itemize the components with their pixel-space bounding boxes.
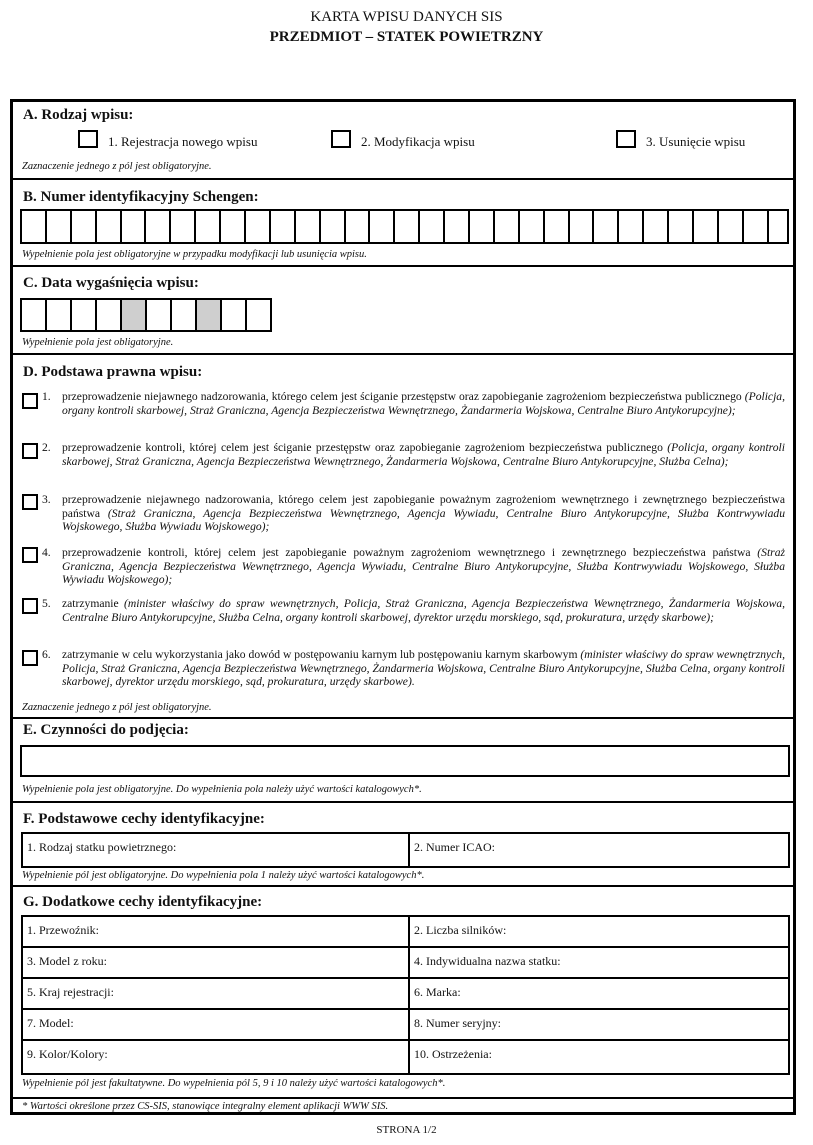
option-modify-entry-label: 2. Modyfikacja wpisu: [361, 134, 475, 149]
aircraft-name-field[interactable]: 4. Indywidualna nazwa statku:: [408, 948, 788, 977]
date-separator-cell: [197, 298, 222, 332]
date-digit-cell[interactable]: [72, 298, 97, 332]
section-c-title: C. Data wygaśnięcia wpisu:: [23, 275, 199, 291]
legal-basis-6: [43, 648, 785, 689]
legal-basis-5: [43, 597, 785, 624]
item-number: 6.: [42, 648, 51, 661]
item-text: przeprowadzenie kontroli, której celem jest zapobieganie poważnym zagrożeniom wewnętrznego i zewnętrznego bezpieczeństwa państwa: [62, 546, 758, 559]
section-a-title: A. Rodzaj wpisu:: [23, 107, 134, 123]
section-f-note: Wypełnienie pól jest obligatoryjne. Do wypełnienia pola 1 należy użyć wartości katalogowych*.: [22, 870, 425, 881]
schengen-id-cell[interactable]: [122, 209, 147, 244]
schengen-id-cell[interactable]: [171, 209, 196, 244]
separator: [10, 1097, 796, 1099]
aircraft-type-field[interactable]: 1. Rodzaj statku powietrznego:: [27, 840, 177, 854]
warnings-field[interactable]: 10. Ostrzeżenia:: [408, 1041, 788, 1073]
schengen-id-cell[interactable]: [72, 209, 97, 244]
separator: [10, 178, 796, 180]
schengen-id-cell[interactable]: [694, 209, 719, 244]
legal-basis-2-checkbox[interactable]: [22, 443, 38, 459]
section-b-note: Wypełnienie pola jest obligatoryjne w przypadku modyfikacji lub usunięcia wpisu.: [22, 249, 367, 260]
option-new-entry-label: 1. Rejestracja nowego wpisu: [108, 134, 258, 149]
legal-basis-6-checkbox[interactable]: [22, 650, 38, 666]
legal-basis-2: [43, 441, 785, 468]
schengen-id-cell[interactable]: [321, 209, 346, 244]
date-digit-cell[interactable]: [147, 298, 172, 332]
section-b-title: B. Numer identyfikacyjny Schengen:: [23, 189, 259, 205]
item-authorities: (Straż Graniczna, Agencja Bezpieczeństwa Wewnętrznego, Agencja Wywiadu, Centralne Biuro Antykorupcyjne, Służba Kontrwywiadu Wojskowego, Służba Wywiadu Wojskowego);: [62, 506, 785, 533]
schengen-id-cell[interactable]: [570, 209, 595, 244]
make-field[interactable]: 6. Marka:: [408, 979, 788, 1008]
schengen-id-cell[interactable]: [346, 209, 371, 244]
schengen-id-field[interactable]: [20, 209, 789, 244]
schengen-id-cell[interactable]: [395, 209, 420, 244]
schengen-id-cell[interactable]: [769, 209, 789, 244]
item-text: przeprowadzenie kontroli, której celem jest ściganie przestępstw oraz zapobieganie zagrożeniom bezpieczeństwa publicznego: [62, 441, 668, 454]
section-d-note: Zaznaczenie jednego z pól jest obligatoryjne.: [22, 702, 212, 713]
model-year-field[interactable]: 3. Model z roku:: [27, 954, 107, 968]
item-authorities: (Straż Graniczna, Agencja Bezpieczeństwa Wewnętrznego, Agencja Wywiadu, Centralne Biuro Antykorupcyjne, Służba Kontrwywiadu Wojskowego, Służba Wywiadu Wojskowego);: [62, 546, 785, 586]
separator: [10, 265, 796, 267]
item-text: zatrzymanie w celu wykorzystania jako dowód w postępowaniu karnym lub postępowaniu karnym skarbowym: [62, 648, 581, 661]
schengen-id-cell[interactable]: [644, 209, 669, 244]
section-g-title: G. Dodatkowe cechy identyfikacyjne:: [23, 894, 263, 910]
page-number: STRONA 1/2: [376, 1124, 437, 1136]
footnote: * Wartości określone przez CS-SIS, stanowiące integralny element aplikacji WWW SIS.: [22, 1101, 389, 1112]
color-field[interactable]: 9. Kolor/Kolory:: [27, 1047, 108, 1061]
carrier-field[interactable]: 1. Przewoźnik:: [27, 923, 99, 937]
section-d-title: D. Podstawa prawna wpisu:: [23, 364, 203, 380]
legal-basis-5-checkbox[interactable]: [22, 598, 38, 614]
engine-count-field[interactable]: 2. Liczba silników:: [408, 917, 788, 946]
legal-basis-3: [43, 493, 785, 534]
schengen-id-cell[interactable]: [744, 209, 769, 244]
separator: [10, 717, 796, 719]
date-digit-cell[interactable]: [172, 298, 197, 332]
expiry-date-field[interactable]: [20, 298, 272, 332]
additional-features-table: [21, 915, 790, 1075]
schengen-id-cell[interactable]: [669, 209, 694, 244]
legal-basis-1-checkbox[interactable]: [22, 393, 38, 409]
schengen-id-cell[interactable]: [221, 209, 246, 244]
registration-country-field[interactable]: 5. Kraj rejestracji:: [27, 985, 114, 999]
item-number: 1.: [42, 390, 51, 403]
item-text: przeprowadzenie niejawnego nadzorowania, którego celem jest ściganie przestępstw oraz zapobieganie zagrożeniom bezpieczeństwa publicznego: [62, 390, 745, 403]
section-g-note: Wypełnienie pól jest fakultatywne. Do wypełnienia pól 5, 9 i 10 należy użyć wartości katalogowych*.: [22, 1078, 446, 1089]
separator: [10, 801, 796, 803]
serial-number-field[interactable]: 8. Numer seryjny:: [408, 1010, 788, 1039]
schengen-id-cell[interactable]: [420, 209, 445, 244]
section-e-title: E. Czynności do podjęcia:: [23, 722, 189, 738]
schengen-id-cell[interactable]: [445, 209, 470, 244]
section-c-note: Wypełnienie pola jest obligatoryjne.: [22, 337, 174, 348]
option-delete-entry-label: 3. Usunięcie wpisu: [646, 134, 746, 149]
separator: [10, 885, 796, 887]
date-digit-cell[interactable]: [97, 298, 122, 332]
schengen-id-cell[interactable]: [370, 209, 395, 244]
item-number: 4.: [42, 546, 51, 559]
schengen-id-cell[interactable]: [719, 209, 744, 244]
schengen-id-cell[interactable]: [47, 209, 72, 244]
date-digit-cell[interactable]: [222, 298, 247, 332]
form-subtitle: PRZEDMIOT – STATEK POWIETRZNY: [269, 29, 544, 45]
section-e-note: Wypełnienie pola jest obligatoryjne. Do wypełnienia pola należy użyć wartości katalogowych*.: [22, 784, 422, 795]
icao-number-field[interactable]: 2. Numer ICAO:: [408, 834, 788, 866]
schengen-id-cell[interactable]: [196, 209, 221, 244]
schengen-id-cell[interactable]: [545, 209, 570, 244]
legal-basis-3-checkbox[interactable]: [22, 494, 38, 510]
schengen-id-cell[interactable]: [520, 209, 545, 244]
option-modify-entry-checkbox[interactable]: [331, 130, 351, 148]
form-title: KARTA WPISU DANYCH SIS: [310, 9, 503, 25]
schengen-id-cell[interactable]: [246, 209, 271, 244]
date-separator-cell: [122, 298, 147, 332]
item-text: przeprowadzenie niejawnego nadzorowania, którego celem jest zapobieganie poważnym zagrożeniom wewnętrznego i zewnętrznego bezpieczeństwa państwa: [62, 493, 785, 520]
section-a-note: Zaznaczenie jednego z pól jest obligatoryjne.: [22, 161, 212, 172]
option-delete-entry-checkbox[interactable]: [616, 130, 636, 148]
date-digit-cell[interactable]: [247, 298, 272, 332]
item-authorities: (minister właściwy do spraw wewnętrznych, Policja, Straż Graniczna, Agencja Bezpieczeństwa Wewnętrznego, Żandarmeria Wojskowa, Centralne Biuro Antykorupcyjne, Służba Celna, organy kontroli skarbowej, dyrektor urzędu morskiego, sąd, prokuratura, urzędy skarbowe);: [62, 597, 786, 624]
schengen-id-cell[interactable]: [296, 209, 321, 244]
separator: [10, 353, 796, 355]
schengen-id-cell[interactable]: [271, 209, 296, 244]
schengen-id-cell[interactable]: [22, 209, 47, 244]
item-authorities: (minister właściwy do spraw wewnętrznych, Policja, Straż Graniczna, Agencja Bezpieczeństwa Wewnętrznego, Żandarmeria Wojskowa, Centralne Biuro Antykorupcyjne, Służba Celna, organy kontroli skarbowej, dyrektor urzędu morskiego, sąd, prokuratura, urzędy skarbowe).: [62, 648, 785, 688]
schengen-id-cell[interactable]: [470, 209, 495, 244]
schengen-id-cell[interactable]: [619, 209, 644, 244]
actions-to-take-field[interactable]: [20, 745, 790, 777]
item-number: 2.: [42, 441, 51, 454]
date-digit-cell[interactable]: [47, 298, 72, 332]
legal-basis-4-checkbox[interactable]: [22, 547, 38, 563]
schengen-id-cell[interactable]: [495, 209, 520, 244]
basic-features-table: [21, 832, 790, 868]
model-field[interactable]: 7. Model:: [27, 1016, 74, 1030]
item-text: zatrzymanie: [62, 597, 125, 610]
item-number: 3.: [42, 493, 51, 506]
option-new-entry-checkbox[interactable]: [78, 130, 98, 148]
legal-basis-4: [43, 546, 785, 587]
schengen-id-cell[interactable]: [594, 209, 619, 244]
item-authorities: (Policja, organy kontroli skarbowej, Straż Graniczna, Agencja Bezpieczeństwa Wewnętrznego, Żandarmeria Wojskowa, Centralne Biuro Antykorupcyjne, Służba Celna);: [62, 441, 785, 468]
item-authorities: (Policja, organy kontroli skarbowej, Straż Graniczna, Agencja Bezpieczeństwa Wewnętrznego, Żandarmeria Wojskowa, Centralne Biuro Antykorupcyjne);: [62, 390, 785, 417]
schengen-id-cell[interactable]: [146, 209, 171, 244]
legal-basis-1: [43, 390, 785, 417]
schengen-id-cell[interactable]: [97, 209, 122, 244]
item-number: 5.: [42, 597, 51, 610]
section-f-title: F. Podstawowe cechy identyfikacyjne:: [23, 811, 265, 827]
date-digit-cell[interactable]: [22, 298, 47, 332]
